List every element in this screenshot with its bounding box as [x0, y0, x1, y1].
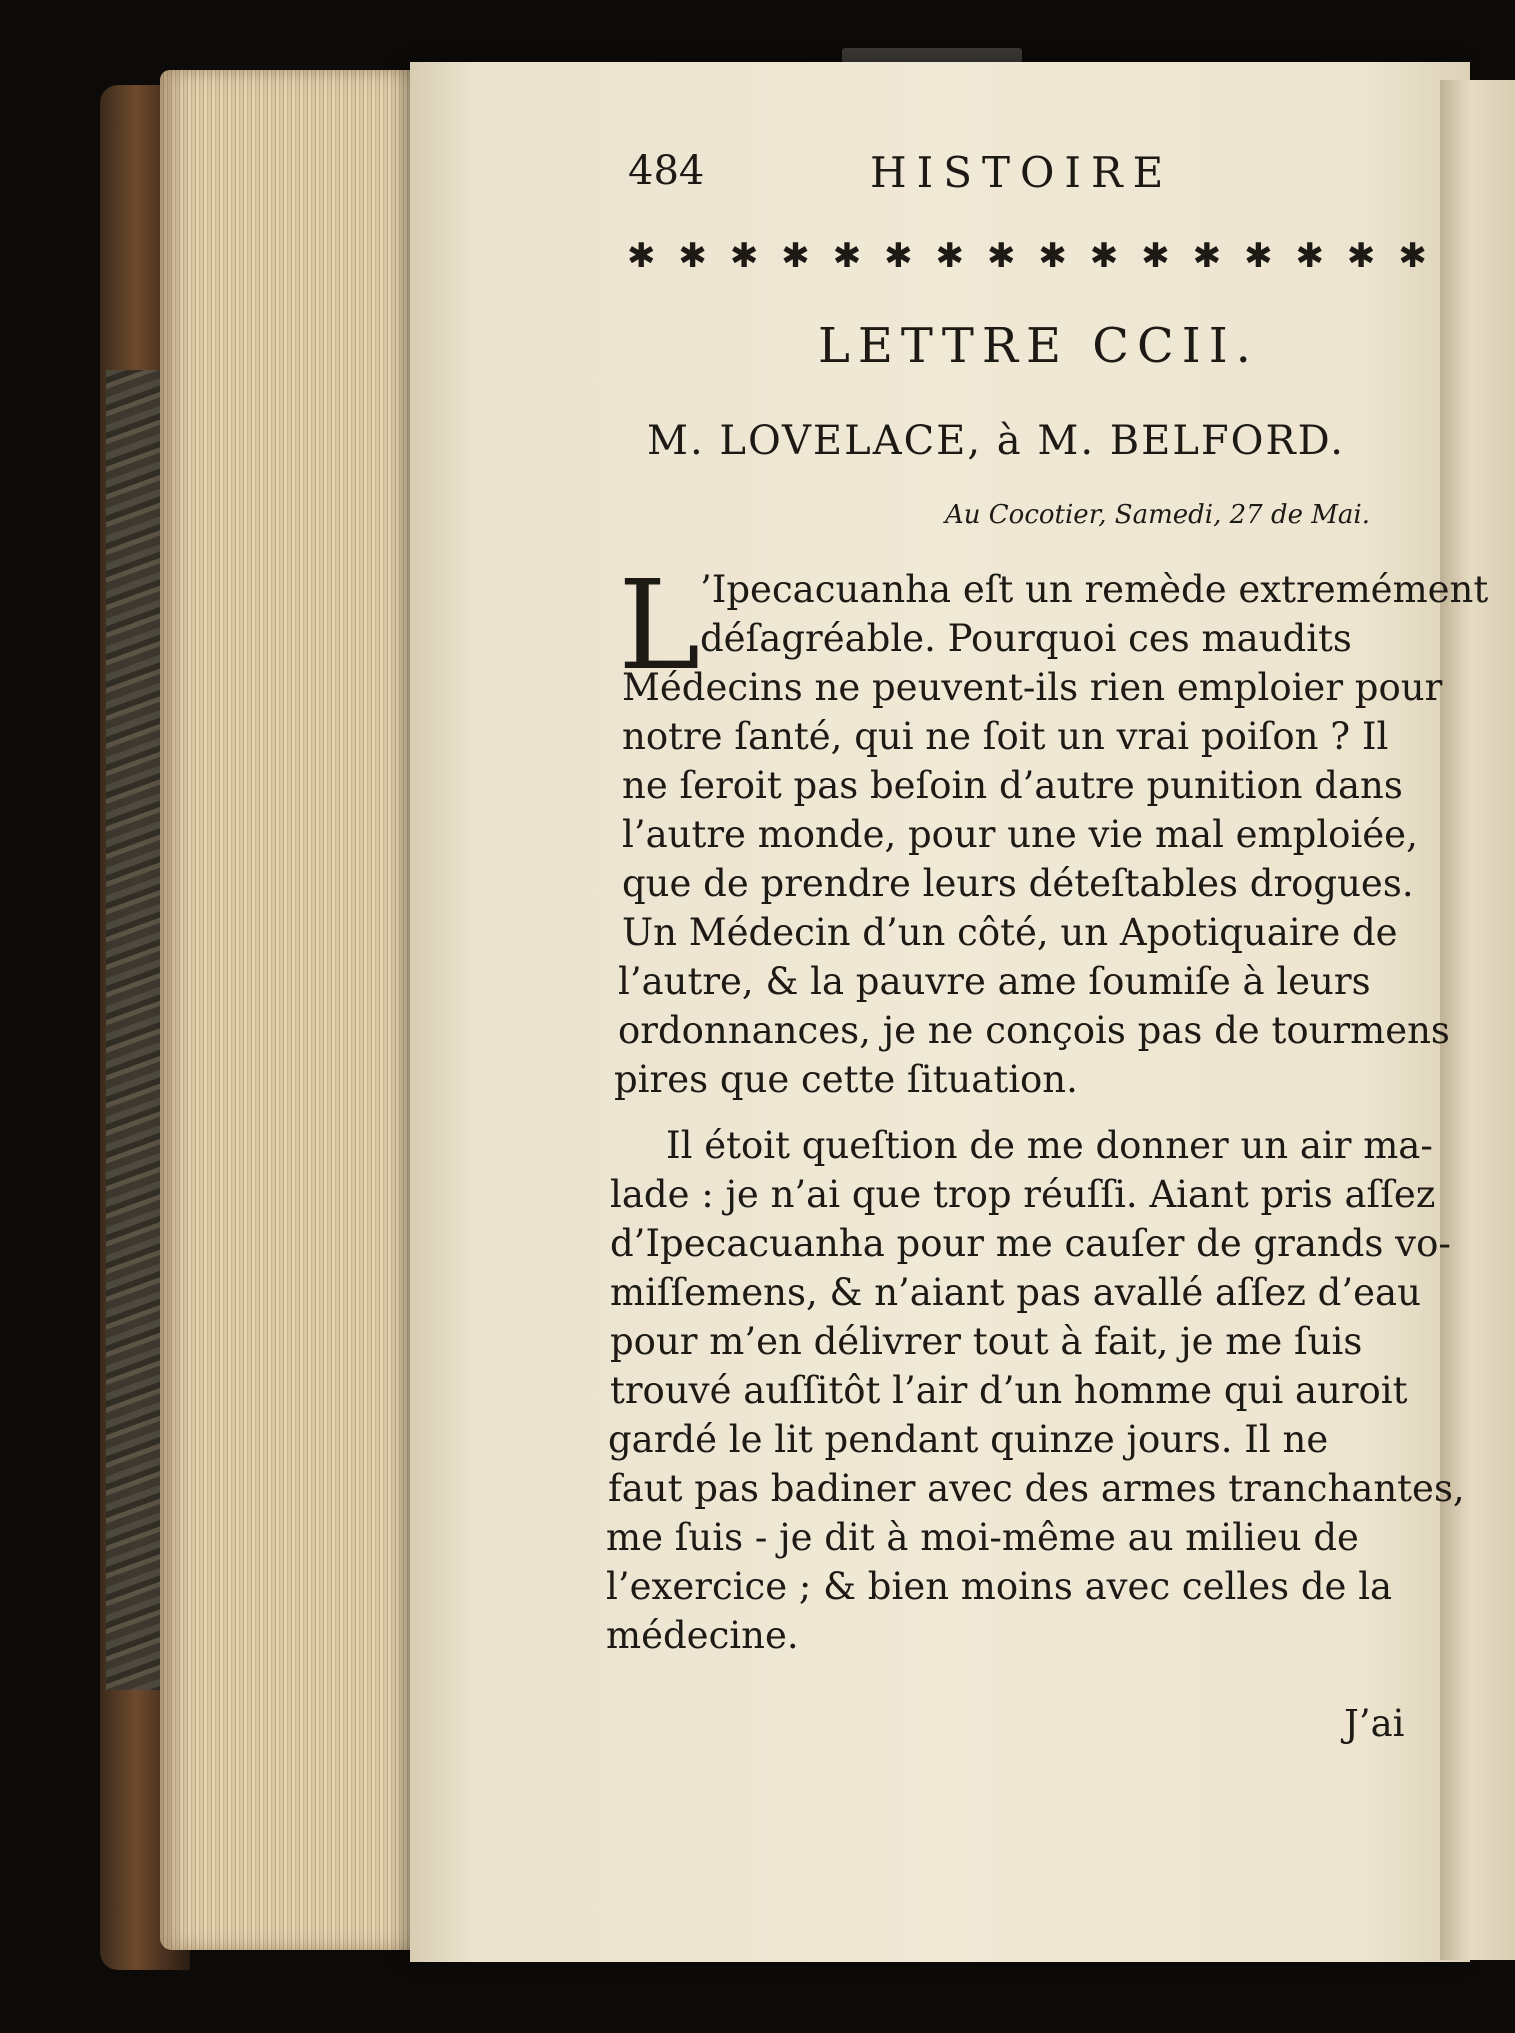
text-line: lade : je n’ai que trop réuſſi. Aiant pris aſſez	[610, 1173, 1436, 1216]
ornament-star: ✱	[678, 236, 707, 276]
ornament-star: ✱	[627, 236, 656, 276]
ornament-rule	[627, 236, 1427, 276]
ornament-star: ✱	[1141, 236, 1170, 276]
text-line: notre ſanté, qui ne ſoit un vrai poiſon ? Il	[622, 715, 1389, 758]
page-edges	[160, 70, 435, 1950]
ornament-star: ✱	[781, 236, 810, 276]
text-line: l’autre, & la pauvre ame ſoumiſe à leurs	[618, 960, 1371, 1003]
ornament-star: ✱	[986, 236, 1016, 276]
running-head: HISTOIRE	[870, 148, 1174, 197]
text-line: pires que cette ſituation.	[614, 1058, 1078, 1101]
page-number: 484	[628, 148, 705, 194]
text-line: que de prendre leurs déteſtables drogues.	[622, 862, 1414, 905]
letter-title: LETTRE CCII.	[818, 318, 1259, 374]
drop-cap: L	[618, 554, 701, 698]
ornament-star: ✱	[884, 236, 913, 276]
ornament-star: ✱	[935, 236, 965, 276]
text-line: l’autre monde, pour une vie mal emploiée,	[622, 813, 1418, 856]
ornament-star: ✱	[1244, 236, 1273, 276]
ornament-star: ✱	[729, 236, 759, 276]
text-line: déſagréable. Pourquoi ces maudits	[700, 617, 1352, 660]
ornament-star: ✱	[832, 236, 862, 276]
text-line: gardé le lit pendant quinze jours. Il ne	[608, 1418, 1329, 1461]
facing-page-edge	[1440, 80, 1515, 1960]
letter-address: M. LOVELACE, à M. BELFORD.	[647, 418, 1345, 464]
text-line: Médecins ne peuvent-ils rien emploier pour	[622, 666, 1443, 709]
text-line: pour m’en délivrer tout à fait, je me ſuis	[610, 1320, 1363, 1363]
catchword: J’ai	[1344, 1702, 1405, 1745]
text-line: faut pas badiner avec des armes tranchantes,	[608, 1467, 1465, 1510]
text-line: l’exercice ; & bien moins avec celles de la	[606, 1565, 1393, 1608]
text-line: miſſemens, & n’aiant pas avallé aſſez d’eau	[610, 1271, 1421, 1314]
text-line: ne ſeroit pas beſoin d’autre punition dans	[622, 764, 1403, 807]
text-line: ordonnances, je ne conçois pas de tourmens	[618, 1009, 1450, 1052]
text-line: trouvé auſſitôt l’air d’un homme qui auroit	[610, 1369, 1408, 1412]
ornament-star: ✱	[1295, 236, 1324, 276]
ornament-star: ✱	[1192, 236, 1222, 276]
text-line: médecine.	[606, 1614, 799, 1657]
ornament-star: ✱	[1089, 236, 1119, 276]
text-line: ’Ipecacuanha eſt un remède extremément	[700, 568, 1489, 611]
ornament-star: ✱	[1346, 236, 1376, 276]
text-line: Il étoit queſtion de me donner un air ma-	[666, 1124, 1433, 1167]
ornament-star: ✱	[1398, 236, 1427, 276]
text-line: me ſuis - je dit à moi-même au milieu de	[606, 1516, 1359, 1559]
text-line: Un Médecin d’un côté, un Apotiquaire de	[622, 911, 1398, 954]
marbled-board	[106, 370, 166, 1690]
text-line: d’Ipecacuanha pour me cauſer de grands vo-	[610, 1222, 1451, 1265]
ornament-star: ✱	[1038, 236, 1067, 276]
dateline: Au Cocotier, Samedi, 27 de Mai.	[945, 500, 1370, 530]
